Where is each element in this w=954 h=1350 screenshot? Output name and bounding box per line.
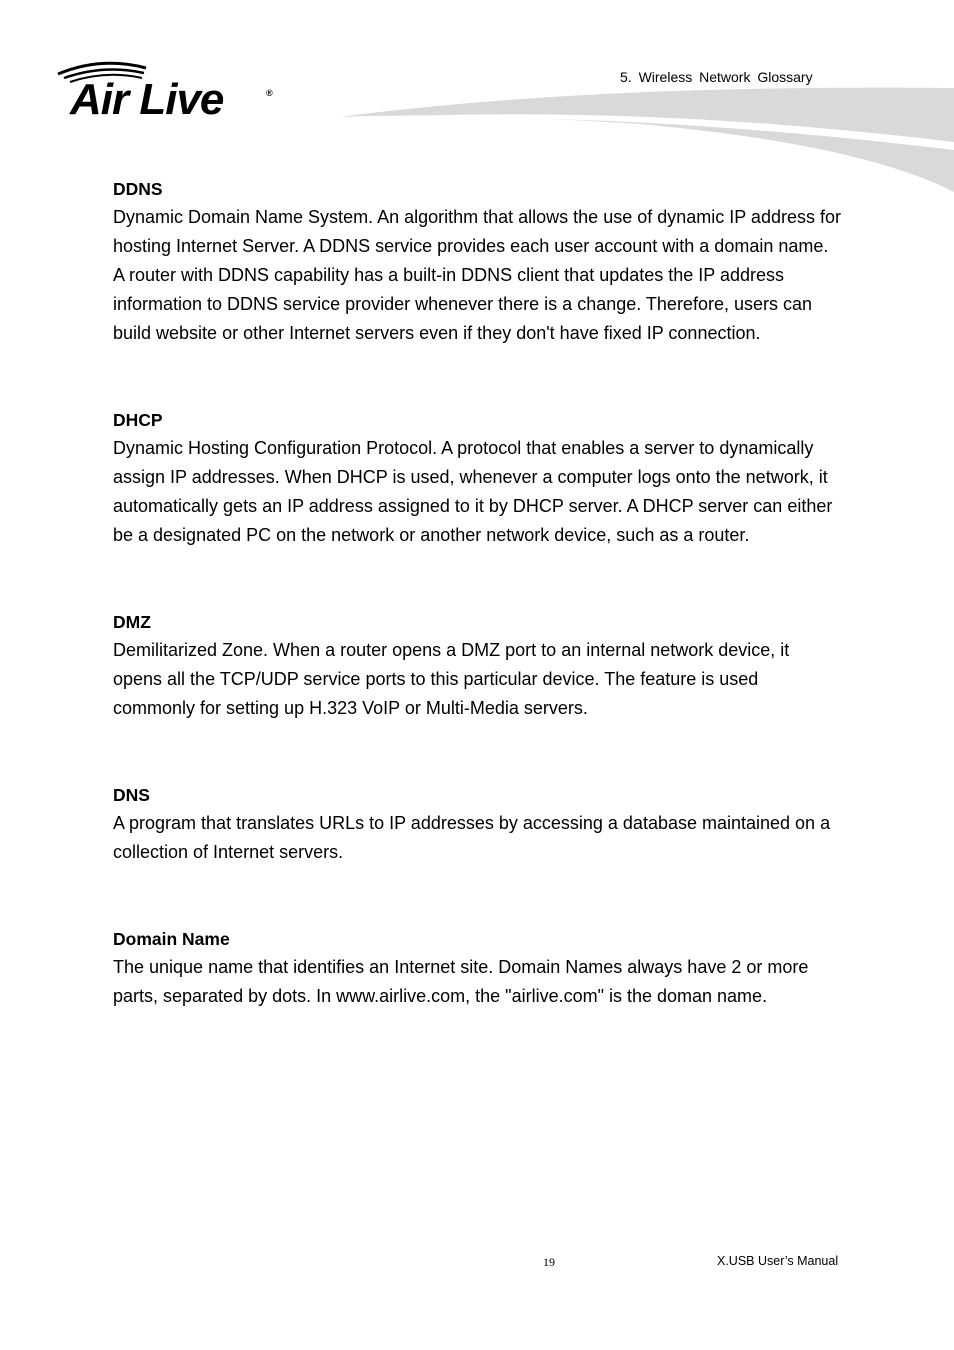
airlive-logo bbox=[56, 58, 286, 126]
term-heading: Domain Name bbox=[113, 929, 230, 949]
page-number: 19 bbox=[543, 1255, 555, 1269]
glossary-entry-ddns bbox=[113, 175, 843, 348]
term-definition: Demilitarized Zone. When a router opens a DMZ port to an internal network device, it opens all the TCP/UDP service ports to this particular device. The feature is used commonly for setting up H.323 VoIP or Multi-Media servers. bbox=[113, 640, 790, 718]
glossary-entry-domain-name bbox=[113, 925, 843, 1011]
term-heading: DNS bbox=[113, 785, 150, 805]
glossary-entry-dhcp bbox=[113, 406, 843, 550]
logo-text: Air Live bbox=[70, 75, 224, 124]
registered-mark: ® bbox=[266, 88, 273, 98]
term-definition: A program that translates URLs to IP addresses by accessing a database maintained on a collection of Internet servers. bbox=[113, 813, 831, 862]
glossary-entry-dns bbox=[113, 781, 843, 867]
glossary-entry-dmz bbox=[113, 608, 843, 723]
glossary-content bbox=[113, 175, 843, 1069]
chapter-title: 5. Wireless Network Glossary bbox=[620, 69, 813, 85]
manual-title: X.USB User’s Manual bbox=[717, 1254, 839, 1268]
term-definition: The unique name that identifies an Internet site. Domain Names always have 2 or more parts, separated by dots. In www.airlive.com, the "airlive.com" is the doman name. bbox=[113, 957, 809, 1006]
term-definition: Dynamic Hosting Configuration Protocol. A protocol that enables a server to dynamically assign IP addresses. When DHCP is used, whenever a computer logs onto the network, it automatically gets an IP address assigned to it by DHCP server. A DHCP server can either be a designated PC on the network or another network device, such as a router. bbox=[113, 438, 833, 545]
term-definition: Dynamic Domain Name System. An algorithm that allows the use of dynamic IP address for hosting Internet Server. A DDNS service provides each user account with a domain name. A router with DDNS capability has a built-in DDNS client that updates the IP address information to DDNS service provider whenever there is a change. Therefore, users can build website or other Internet servers even if they don't have fixed IP connection. bbox=[113, 207, 841, 343]
term-heading: DHCP bbox=[113, 410, 163, 430]
term-heading: DMZ bbox=[113, 612, 151, 632]
term-heading: DDNS bbox=[113, 179, 163, 199]
